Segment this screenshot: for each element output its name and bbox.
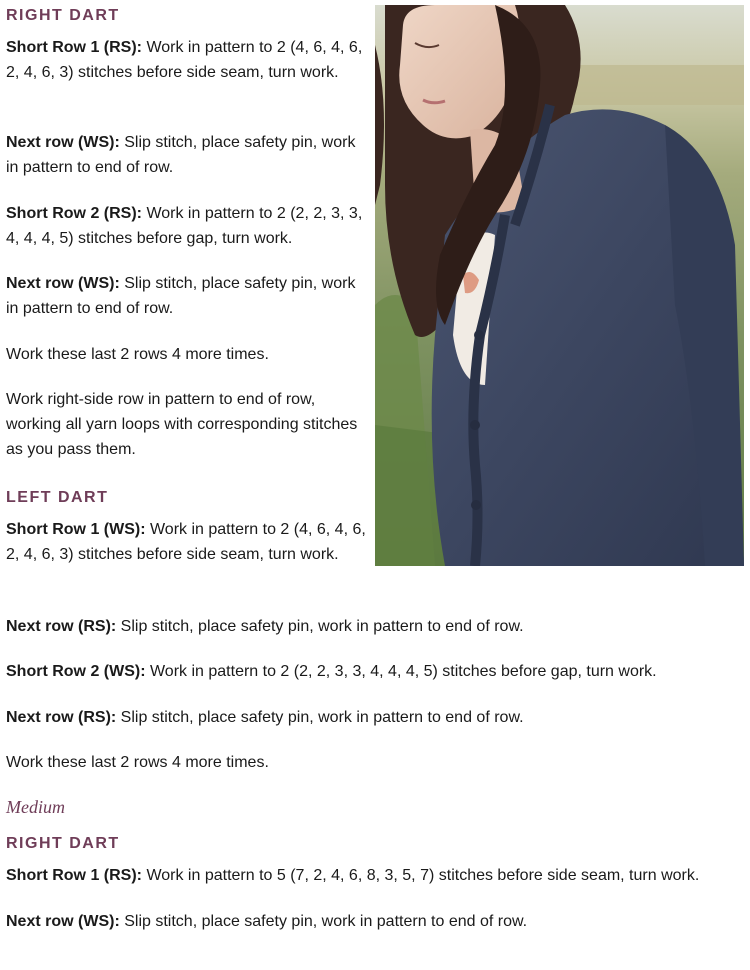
row-label: Next row (WS): xyxy=(6,913,120,930)
instruction-next-row-ws xyxy=(6,130,368,180)
instruction-short-row-2-rs xyxy=(6,201,368,251)
row-text: Work in pattern to 5 (7, 2, 4, 6, 8, 3, 5, 7) stitches before side seam, turn work. xyxy=(142,867,700,884)
instruction-next-row-rs-2 xyxy=(6,705,746,730)
section-heading-right-dart: RIGHT DART xyxy=(6,7,120,24)
instruction-short-row-1-ws xyxy=(6,517,368,567)
model-photo xyxy=(375,5,744,566)
row-text: Work in pattern to 2 (4, 6, 4, 6, 2, 4, 6, 3) stitches before side seam, turn work. xyxy=(6,521,366,563)
row-label: Short Row 1 (WS): xyxy=(6,521,146,538)
row-label: Short Row 2 (WS): xyxy=(6,663,146,680)
row-label: Next row (RS): xyxy=(6,709,117,726)
instruction-medium-next-row-ws xyxy=(6,909,746,934)
instruction-next-row-ws-2 xyxy=(6,271,368,321)
row-text: Slip stitch, place safety pin, work in pattern to end of row. xyxy=(116,618,524,635)
instruction-repeat xyxy=(6,342,368,367)
section-heading-right-dart-medium: RIGHT DART xyxy=(6,835,120,852)
size-heading-medium: Medium xyxy=(6,797,65,817)
row-text: Work in pattern to 2 (4, 6, 4, 6, 2, 4, 6, 3) stitches before side seam, turn work. xyxy=(6,39,363,81)
row-text: Work in pattern to 2 (2, 2, 3, 3, 4, 4, 4, 5) stitches before gap, turn work. xyxy=(145,663,657,680)
instruction-medium-short-row-1-rs xyxy=(6,863,746,888)
instruction-short-row-1-rs xyxy=(6,35,368,85)
row-label: Next row (RS): xyxy=(6,618,117,635)
row-text: Work these last 2 rows 4 more times. xyxy=(6,346,269,363)
instruction-repeat-2 xyxy=(6,750,746,775)
row-label: Short Row 1 (RS): xyxy=(6,39,142,56)
row-label: Next row (WS): xyxy=(6,134,120,151)
row-text: Slip stitch, place safety pin, work in pattern to end of row. xyxy=(119,913,528,930)
row-label: Short Row 1 (RS): xyxy=(6,867,142,884)
cardigan-photo-illustration xyxy=(375,5,744,566)
row-text: Work these last 2 rows 4 more times. xyxy=(6,754,269,771)
row-label: Short Row 2 (RS): xyxy=(6,205,142,222)
row-label: Next row (WS): xyxy=(6,275,120,292)
row-text: Work in pattern to 2 (2, 2, 3, 3, 4, 4, 4, 5) stitches before gap, turn work. xyxy=(6,205,363,247)
row-text: Work right-side row in pattern to end of row, working all yarn loops with corresponding stitches as you pass them. xyxy=(6,391,358,458)
instruction-work-right-side xyxy=(6,387,368,462)
section-heading-left-dart: LEFT DART xyxy=(6,489,109,506)
instruction-next-row-rs xyxy=(6,614,746,639)
row-text: Slip stitch, place safety pin, work in pattern to end of row. xyxy=(6,134,356,176)
row-text: Slip stitch, place safety pin, work in pattern to end of row. xyxy=(6,275,356,317)
instruction-short-row-2-ws xyxy=(6,659,746,684)
row-text: Slip stitch, place safety pin, work in pattern to end of row. xyxy=(116,709,524,726)
